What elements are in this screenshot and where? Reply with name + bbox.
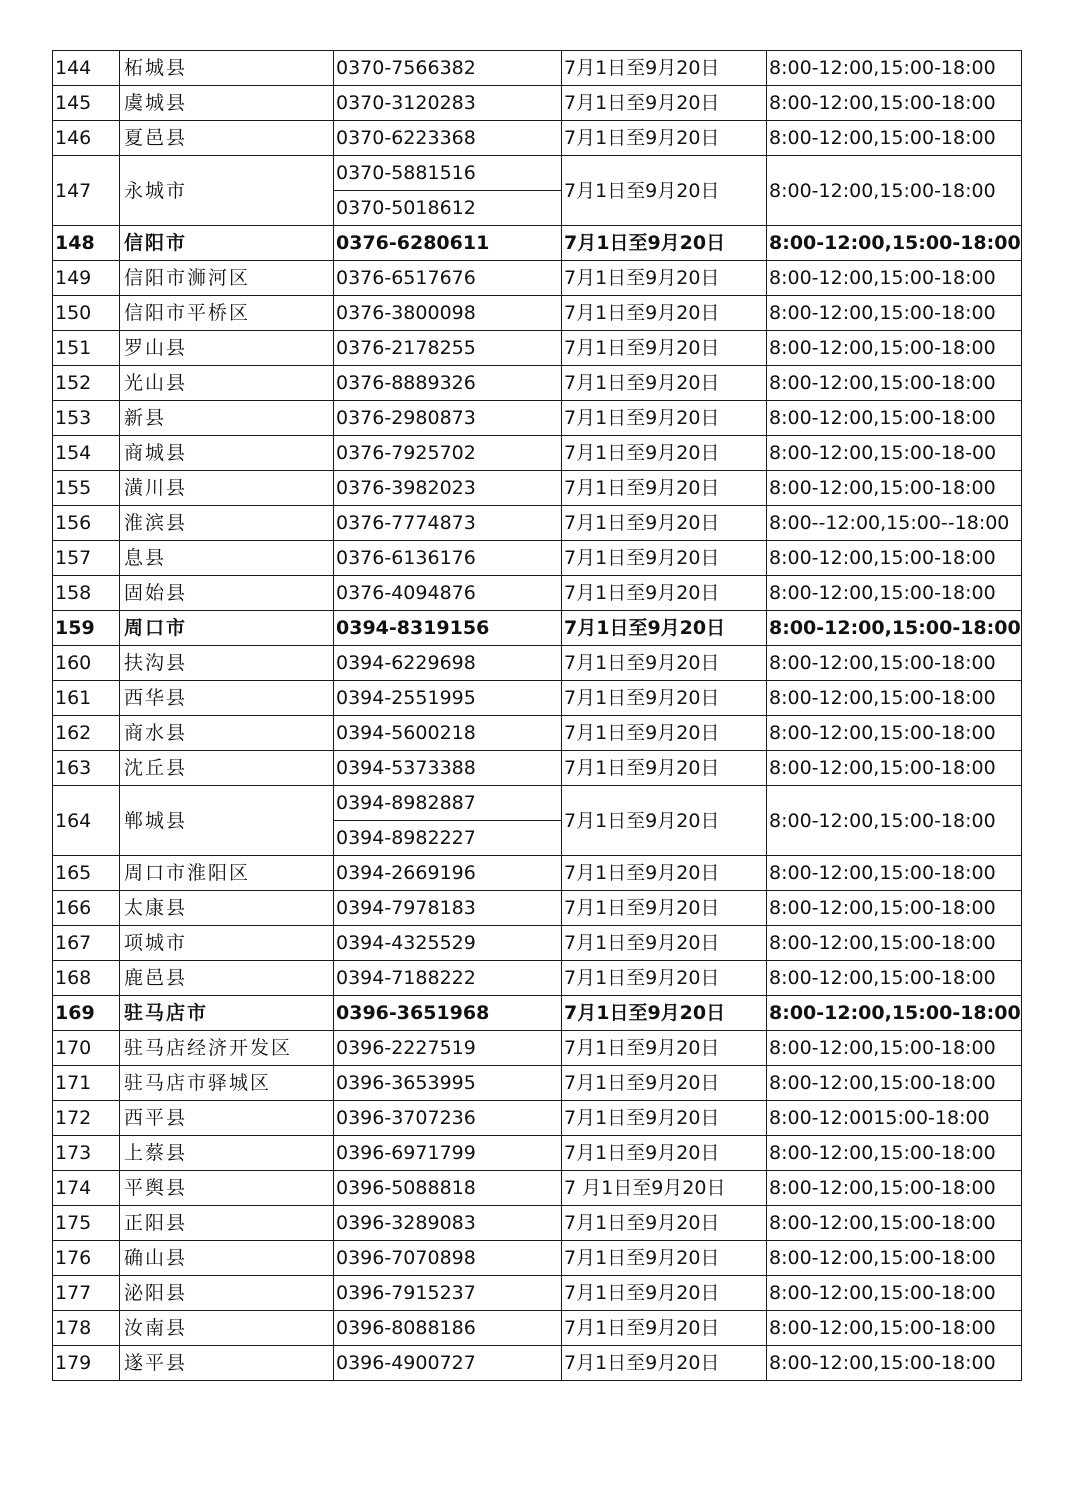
table-row: [53, 576, 1022, 611]
region-name-cell: 遂平县: [120, 1346, 334, 1381]
row-number-cell: 158: [53, 576, 120, 611]
region-name-cell: 上蔡县: [120, 1136, 334, 1171]
row-number-cell: 178: [53, 1311, 120, 1346]
date-range-cell: 7月1日至9月20日: [562, 961, 767, 996]
date-range-cell: 7月1日至9月20日: [562, 576, 767, 611]
phone-cell: 0376-3982023: [334, 471, 562, 506]
office-hours-cell: 8:00-12:00,15:00-18:00: [767, 1311, 1022, 1346]
phone-cell: 0394-2551995: [334, 681, 562, 716]
table-row: [53, 1206, 1022, 1241]
region-name-cell: 驻马店市驿城区: [120, 1066, 334, 1101]
table-row: [53, 261, 1022, 296]
phone-cell: 0376-7774873: [334, 506, 562, 541]
row-number-cell: 157: [53, 541, 120, 576]
region-name-cell: 信阳市: [120, 226, 334, 261]
region-name-cell: 商水县: [120, 716, 334, 751]
table-row: [53, 51, 1022, 86]
phone-cell: 0396-3653995: [334, 1066, 562, 1101]
row-number-cell: 168: [53, 961, 120, 996]
office-hours-cell: 8:00-12:00,15:00-18:00: [767, 226, 1022, 261]
office-hours-cell: 8:00-12:00,15:00-18:00: [767, 261, 1022, 296]
phone-cell: 0376-2178255: [334, 331, 562, 366]
table-row: [53, 506, 1022, 541]
region-name-cell: 罗山县: [120, 331, 334, 366]
row-number-cell: 149: [53, 261, 120, 296]
phone-cell: 0394-5373388: [334, 751, 562, 786]
date-range-cell: 7 月1日至9月20日: [562, 1171, 767, 1206]
phone-cell: 0396-2227519: [334, 1031, 562, 1066]
row-number-cell: 145: [53, 86, 120, 121]
row-number-cell: 169: [53, 996, 120, 1031]
office-hours-cell: 8:00-12:00,15:00-18:00: [767, 471, 1022, 506]
table-row: [53, 1031, 1022, 1066]
row-number-cell: 164: [53, 786, 120, 856]
date-range-cell: 7月1日至9月20日: [562, 996, 767, 1031]
office-hours-cell: 8:00-12:00,15:00-18:00: [767, 611, 1022, 646]
row-number-cell: 177: [53, 1276, 120, 1311]
region-name-cell: 项城市: [120, 926, 334, 961]
phone-cell: 0394-2669196: [334, 856, 562, 891]
phone-cell: 0396-3651968: [334, 996, 562, 1031]
region-name-cell: 沈丘县: [120, 751, 334, 786]
date-range-cell: 7月1日至9月20日: [562, 1101, 767, 1136]
table-row: [53, 541, 1022, 576]
phone-cell: 0376-3800098: [334, 296, 562, 331]
date-range-cell: 7月1日至9月20日: [562, 646, 767, 681]
date-range-cell: 7月1日至9月20日: [562, 1206, 767, 1241]
table-row: [53, 156, 1022, 191]
office-hours-cell: 8:00-12:00,15:00-18:00: [767, 296, 1022, 331]
region-name-cell: 固始县: [120, 576, 334, 611]
phone-cell: 0394-5600218: [334, 716, 562, 751]
date-range-cell: 7月1日至9月20日: [562, 401, 767, 436]
table-row: [53, 86, 1022, 121]
region-name-cell: 周口市: [120, 611, 334, 646]
table-row: [53, 366, 1022, 401]
row-number-cell: 174: [53, 1171, 120, 1206]
phone-cell: 0376-8889326: [334, 366, 562, 401]
region-name-cell: 扶沟县: [120, 646, 334, 681]
office-hours-cell: 8:00-12:00,15:00-18:00: [767, 891, 1022, 926]
office-hours-cell: 8:00-12:00,15:00-18:00: [767, 996, 1022, 1031]
office-hours-cell: 8:00-12:00,15:00-18:00: [767, 86, 1022, 121]
date-range-cell: 7月1日至9月20日: [562, 121, 767, 156]
table-row: [53, 121, 1022, 156]
date-range-cell: 7月1日至9月20日: [562, 856, 767, 891]
date-range-cell: 7月1日至9月20日: [562, 611, 767, 646]
table-row: [53, 611, 1022, 646]
region-name-cell: 潢川县: [120, 471, 334, 506]
office-hours-cell: 8:00-12:0015:00-18:00: [767, 1101, 1022, 1136]
phone-cell: 0376-7925702: [334, 436, 562, 471]
row-number-cell: 159: [53, 611, 120, 646]
date-range-cell: 7月1日至9月20日: [562, 1311, 767, 1346]
table-row: [53, 926, 1022, 961]
table-row: [53, 681, 1022, 716]
region-name-cell: 淮滨县: [120, 506, 334, 541]
phone-cell: 0370-5881516: [334, 156, 562, 191]
region-name-cell: 柘城县: [120, 51, 334, 86]
date-range-cell: 7月1日至9月20日: [562, 1276, 767, 1311]
date-range-cell: 7月1日至9月20日: [562, 1031, 767, 1066]
region-name-cell: 西平县: [120, 1101, 334, 1136]
table-row: [53, 751, 1022, 786]
phone-cell: 0394-8982887: [334, 786, 562, 821]
row-number-cell: 163: [53, 751, 120, 786]
office-hours-cell: 8:00-12:00,15:00-18:00: [767, 1206, 1022, 1241]
region-name-cell: 汝南县: [120, 1311, 334, 1346]
table-row: [53, 1241, 1022, 1276]
office-hours-cell: 8:00--12:00,15:00--18:00: [767, 506, 1022, 541]
table-row: [53, 646, 1022, 681]
phone-cell: 0396-3289083: [334, 1206, 562, 1241]
phone-cell: 0376-6136176: [334, 541, 562, 576]
phone-cell: 0396-7070898: [334, 1241, 562, 1276]
office-hours-cell: 8:00-12:00,15:00-18:00: [767, 1276, 1022, 1311]
phone-cell: 0376-6280611: [334, 226, 562, 261]
office-hours-cell: 8:00-12:00,15:00-18:00: [767, 751, 1022, 786]
region-name-cell: 鹿邑县: [120, 961, 334, 996]
table-row: [53, 716, 1022, 751]
phone-cell: 0370-7566382: [334, 51, 562, 86]
date-range-cell: 7月1日至9月20日: [562, 891, 767, 926]
office-hours-cell: 8:00-12:00,15:00-18:00: [767, 1031, 1022, 1066]
row-number-cell: 170: [53, 1031, 120, 1066]
office-hours-cell: 8:00-12:00,15:00-18:00: [767, 1066, 1022, 1101]
date-range-cell: 7月1日至9月20日: [562, 471, 767, 506]
table-row: [53, 471, 1022, 506]
date-range-cell: 7月1日至9月20日: [562, 751, 767, 786]
table-row: [53, 331, 1022, 366]
table-row: [53, 1101, 1022, 1136]
phone-cell: 0394-6229698: [334, 646, 562, 681]
region-name-cell: 息县: [120, 541, 334, 576]
phone-cell: 0370-5018612: [334, 191, 562, 226]
phone-cell: 0394-8319156: [334, 611, 562, 646]
region-name-cell: 西华县: [120, 681, 334, 716]
table-row: [53, 996, 1022, 1031]
region-name-cell: 太康县: [120, 891, 334, 926]
table-row: [53, 1066, 1022, 1101]
date-range-cell: 7月1日至9月20日: [562, 541, 767, 576]
table-row: [53, 1311, 1022, 1346]
office-hours-cell: 8:00-12:00,15:00-18:00: [767, 1136, 1022, 1171]
table-row: [53, 1276, 1022, 1311]
table-row: [53, 1136, 1022, 1171]
row-number-cell: 156: [53, 506, 120, 541]
region-name-cell: 周口市淮阳区: [120, 856, 334, 891]
row-number-cell: 171: [53, 1066, 120, 1101]
row-number-cell: 153: [53, 401, 120, 436]
region-name-cell: 信阳市浉河区: [120, 261, 334, 296]
region-name-cell: 光山县: [120, 366, 334, 401]
date-range-cell: 7月1日至9月20日: [562, 681, 767, 716]
date-range-cell: 7月1日至9月20日: [562, 1346, 767, 1381]
row-number-cell: 146: [53, 121, 120, 156]
table-row: [53, 786, 1022, 821]
phone-cell: 0376-2980873: [334, 401, 562, 436]
office-hours-cell: 8:00-12:00,15:00-18:00: [767, 576, 1022, 611]
date-range-cell: 7月1日至9月20日: [562, 1241, 767, 1276]
office-hours-cell: 8:00-12:00,15:00-18:00: [767, 1346, 1022, 1381]
date-range-cell: 7月1日至9月20日: [562, 506, 767, 541]
office-hours-cell: 8:00-12:00,15:00-18:00: [767, 681, 1022, 716]
office-hours-cell: 8:00-12:00,15:00-18-00: [767, 436, 1022, 471]
phone-cell: 0376-6517676: [334, 261, 562, 296]
region-name-cell: 泌阳县: [120, 1276, 334, 1311]
row-number-cell: 162: [53, 716, 120, 751]
date-range-cell: 7月1日至9月20日: [562, 1066, 767, 1101]
table-row: [53, 436, 1022, 471]
date-range-cell: 7月1日至9月20日: [562, 716, 767, 751]
office-hours-cell: 8:00-12:00,15:00-18:00: [767, 716, 1022, 751]
row-number-cell: 148: [53, 226, 120, 261]
office-hours-cell: 8:00-12:00,15:00-18:00: [767, 786, 1022, 856]
region-name-cell: 虞城县: [120, 86, 334, 121]
date-range-cell: 7月1日至9月20日: [562, 296, 767, 331]
phone-cell: 0396-4900727: [334, 1346, 562, 1381]
date-range-cell: 7月1日至9月20日: [562, 261, 767, 296]
office-hours-cell: 8:00-12:00,15:00-18:00: [767, 51, 1022, 86]
phone-cell: 0394-7188222: [334, 961, 562, 996]
phone-cell: 0396-8088186: [334, 1311, 562, 1346]
row-number-cell: 150: [53, 296, 120, 331]
region-name-cell: 新县: [120, 401, 334, 436]
phone-cell: 0370-6223368: [334, 121, 562, 156]
row-number-cell: 176: [53, 1241, 120, 1276]
phone-cell: 0394-7978183: [334, 891, 562, 926]
phone-cell: 0396-3707236: [334, 1101, 562, 1136]
table-row: [53, 401, 1022, 436]
office-hours-cell: 8:00-12:00,15:00-18:00: [767, 926, 1022, 961]
region-name-cell: 驻马店经济开发区: [120, 1031, 334, 1066]
table-body: [53, 51, 1022, 1381]
phone-cell: 0396-5088818: [334, 1171, 562, 1206]
region-name-cell: 信阳市平桥区: [120, 296, 334, 331]
office-hours-cell: 8:00-12:00,15:00-18:00: [767, 646, 1022, 681]
region-name-cell: 永城市: [120, 156, 334, 226]
row-number-cell: 160: [53, 646, 120, 681]
table-row: [53, 856, 1022, 891]
office-hours-cell: 8:00-12:00,15:00-18:00: [767, 1171, 1022, 1206]
date-range-cell: 7月1日至9月20日: [562, 51, 767, 86]
office-hours-cell: 8:00-12:00,15:00-18:00: [767, 961, 1022, 996]
office-hours-cell: 8:00-12:00,15:00-18:00: [767, 541, 1022, 576]
row-number-cell: 165: [53, 856, 120, 891]
row-number-cell: 155: [53, 471, 120, 506]
office-hours-cell: 8:00-12:00,15:00-18:00: [767, 156, 1022, 226]
row-number-cell: 161: [53, 681, 120, 716]
region-name-cell: 商城县: [120, 436, 334, 471]
date-range-cell: 7月1日至9月20日: [562, 226, 767, 261]
row-number-cell: 144: [53, 51, 120, 86]
row-number-cell: 172: [53, 1101, 120, 1136]
phone-cell: 0396-6971799: [334, 1136, 562, 1171]
office-hours-cell: 8:00-12:00,15:00-18:00: [767, 856, 1022, 891]
region-name-cell: 郸城县: [120, 786, 334, 856]
date-range-cell: 7月1日至9月20日: [562, 436, 767, 471]
region-name-cell: 确山县: [120, 1241, 334, 1276]
row-number-cell: 179: [53, 1346, 120, 1381]
table-row: [53, 1171, 1022, 1206]
table-row: [53, 1346, 1022, 1381]
date-range-cell: 7月1日至9月20日: [562, 86, 767, 121]
office-hours-cell: 8:00-12:00,15:00-18:00: [767, 331, 1022, 366]
office-hours-cell: 8:00-12:00,15:00-18:00: [767, 401, 1022, 436]
row-number-cell: 175: [53, 1206, 120, 1241]
phone-cell: 0394-8982227: [334, 821, 562, 856]
row-number-cell: 152: [53, 366, 120, 401]
date-range-cell: 7月1日至9月20日: [562, 1136, 767, 1171]
date-range-cell: 7月1日至9月20日: [562, 786, 767, 856]
office-hours-cell: 8:00-12:00,15:00-18:00: [767, 1241, 1022, 1276]
row-number-cell: 154: [53, 436, 120, 471]
region-name-cell: 驻马店市: [120, 996, 334, 1031]
date-range-cell: 7月1日至9月20日: [562, 156, 767, 226]
region-name-cell: 正阳县: [120, 1206, 334, 1241]
table-row: [53, 226, 1022, 261]
phone-cell: 0370-3120283: [334, 86, 562, 121]
date-range-cell: 7月1日至9月20日: [562, 926, 767, 961]
row-number-cell: 166: [53, 891, 120, 926]
region-name-cell: 夏邑县: [120, 121, 334, 156]
date-range-cell: 7月1日至9月20日: [562, 366, 767, 401]
region-name-cell: 平舆县: [120, 1171, 334, 1206]
phone-cell: 0376-4094876: [334, 576, 562, 611]
row-number-cell: 147: [53, 156, 120, 226]
table-row: [53, 891, 1022, 926]
phone-cell: 0394-4325529: [334, 926, 562, 961]
table-row: [53, 296, 1022, 331]
row-number-cell: 167: [53, 926, 120, 961]
office-hours-cell: 8:00-12:00,15:00-18:00: [767, 121, 1022, 156]
hotline-table: [52, 50, 1022, 1381]
row-number-cell: 173: [53, 1136, 120, 1171]
row-number-cell: 151: [53, 331, 120, 366]
phone-cell: 0396-7915237: [334, 1276, 562, 1311]
table-row: [53, 961, 1022, 996]
office-hours-cell: 8:00-12:00,15:00-18:00: [767, 366, 1022, 401]
date-range-cell: 7月1日至9月20日: [562, 331, 767, 366]
